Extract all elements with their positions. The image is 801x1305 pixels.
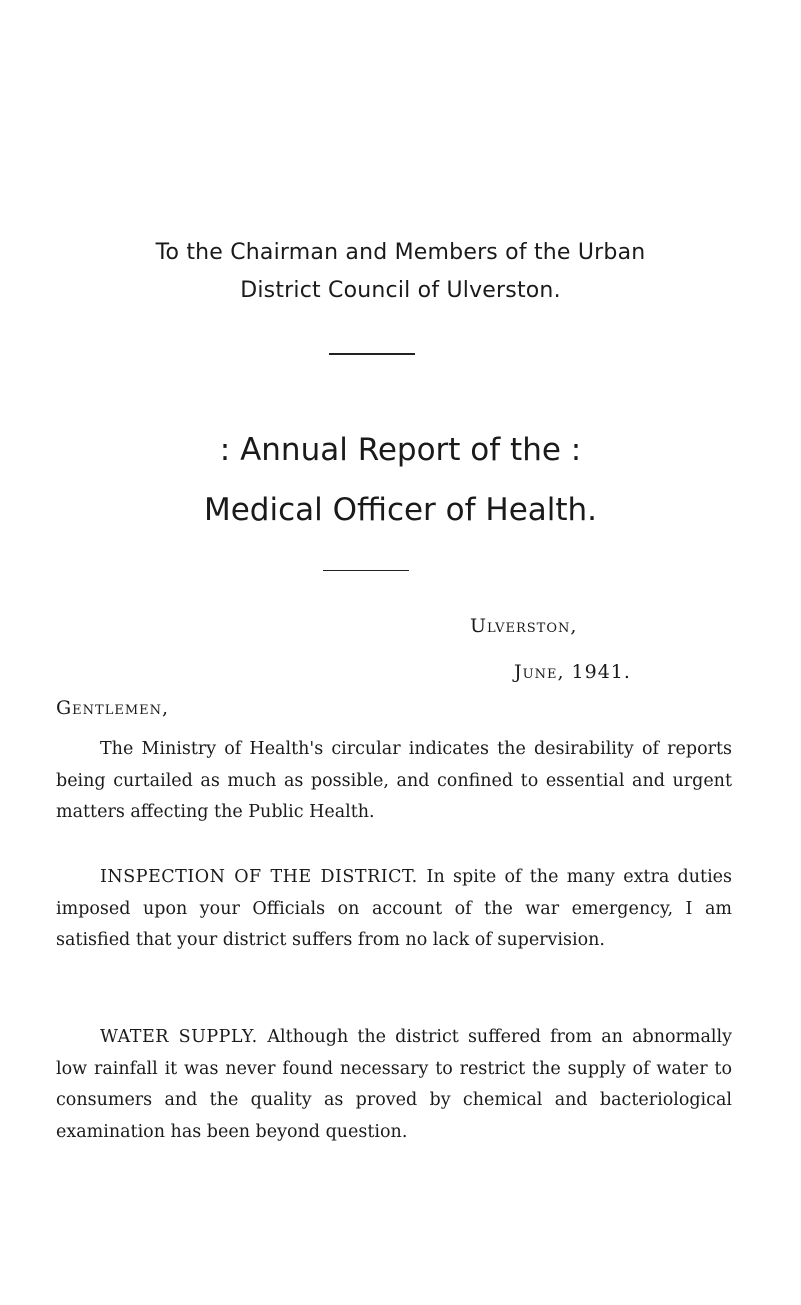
dateline-place: Ulverston,	[470, 615, 578, 637]
paragraph-ministry-circular	[56, 734, 732, 829]
address-line-1: To the Chairman and Members of the Urban	[155, 240, 646, 265]
inspection-body: In spite of the many extra duties imposed upon your Officials on account of the war emergency, I am satisfied that your district suffers from no lack of supervision.	[56, 867, 733, 950]
report-title	[0, 420, 801, 540]
paragraph-inspection	[56, 862, 732, 957]
title-line-1: : Annual Report of the :	[219, 432, 582, 468]
address-block	[0, 234, 801, 310]
divider-rule-top	[329, 353, 415, 355]
paragraph-water-supply	[56, 1022, 732, 1148]
title-line-2: Medical Officer of Health.	[203, 492, 598, 528]
water-supply-body: Although the district suffered from an abnormally low rainfall it was never found necessary to restrict the supply of water to consumers and the quality as proved by chemical and bacteriological examination has been beyond question.	[56, 1027, 732, 1142]
dateline-date: June, 1941.	[514, 661, 631, 683]
divider-rule-bottom	[323, 570, 409, 571]
inspection-heading: INSPECTION OF THE DISTRICT.	[100, 867, 427, 887]
salutation: Gentlemen,	[56, 697, 170, 719]
water-supply-heading: WATER SUPPLY.	[100, 1027, 268, 1047]
paragraph-1-text: The Ministry of Health's circular indicates the desirability of reports being curtailed as much as possible, and confined to essential and urgent matters affecting the Public Health.	[56, 739, 732, 822]
address-line-2: District Council of Ulverston.	[240, 278, 561, 303]
